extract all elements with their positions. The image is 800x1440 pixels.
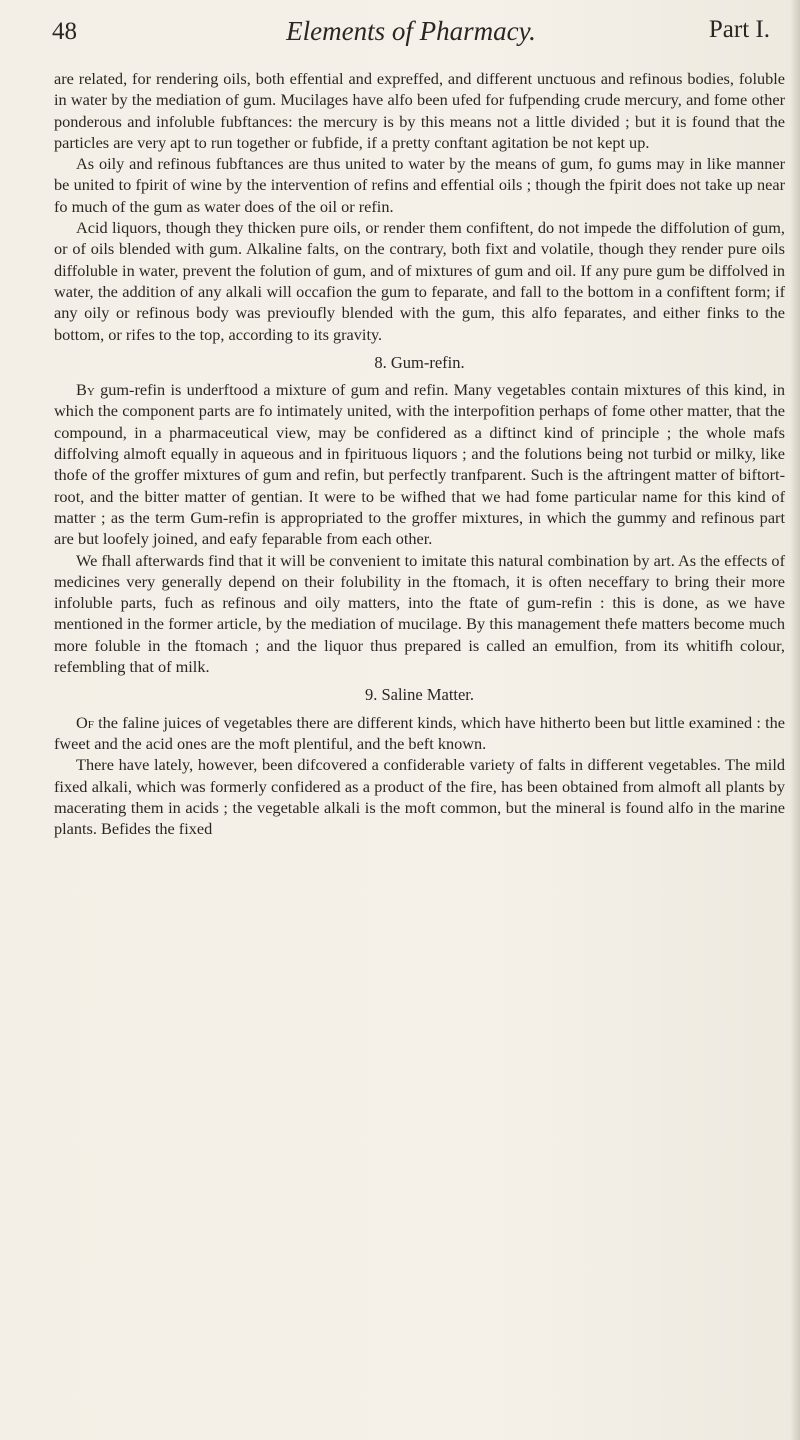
- paragraph: [54, 379, 785, 549]
- paragraph: [54, 712, 785, 755]
- paragraph-body: the faline juices of vegetables there are different kinds, which have hitherto been but little examined : the fweet and the acid ones are the moft plentiful, and the beft known.: [54, 712, 785, 753]
- page-number: 48: [52, 18, 77, 45]
- paragraph: are related, for rendering oils, both effential and expreffed, and different unctuous and refinous bodies, foluble in water by the mediation of gum. Mucilages have alfo been ufed for fufpending crude mercury, and fome other ponderous and infoluble fubftances: the mercury is by this means not a little divided ; but it is found that the particles are very apt to run together or fubfide, if a pretty conftant agitation be not kept up.: [54, 69, 785, 152]
- section-heading-saline-matter: 9. Saline Matter.: [364, 685, 475, 705]
- paragraph-lead: Of: [76, 712, 94, 732]
- paragraph-body: gum-refin is underftood a mixture of gum and refin. Many vegetables contain mixtures of this kind, in which the component parts are fo intimately united, with the interpofition perhaps of fome other matter, that the compound, in a pharmaceutical view, may be confidered as a diftinct kind of principle ; the whole mafs diffolving almoft equally in aqueous and in fpirituous liquors ; and the folutions being not turbid or milky, like thofe of the groffer mixtures of gum and refin, but perfectly tranfparent. Such is the aftringent matter of biftort-root, and the bitter matter of gentian. It were to be wifhed that we had fome particular name for this kind of matter ; as the term Gum-refin is appropriated to the groffer mixtures, in which the gummy and refinous part are but loofely joined, and eafy feparable from each other.: [54, 380, 785, 549]
- running-head: [52, 12, 770, 52]
- page-edge-shadow: [790, 0, 800, 1440]
- body-text: [54, 68, 785, 839]
- section-heading-gum-resin: 8. Gum-refin.: [374, 352, 465, 372]
- running-title: Elements of Pharmacy.: [286, 16, 536, 46]
- paragraph-lead: By: [76, 380, 95, 400]
- paragraph: Acid liquors, though they thicken pure oils, or render them confiftent, do not impede the diffolution of gum, or of oils blended with gum. Alkaline falts, on the contrary, both fixt and volatile, though they render pure oils diffoluble in water, prevent the folution of gum, and of mixtures of gum and oil. If any pure gum be diffolved in water, the addition of any alkali will occafion the gum to feparate, and fall to the bottom in a confiftent form; if any oily or refinous body was previoufly blended with the gum, this alfo feparates, and either finks to the bottom, or rifes to the top, according to its gravity.: [54, 218, 785, 344]
- part-label: Part I.: [708, 16, 770, 43]
- paragraph: As oily and refinous fubftances are thus united to water by the means of gum, fo gums may in like manner be united to fpirit of wine by the intervention of refins and effential oils ; though the fpirit does not take up near fo much of the gum as water does of the oil or refin.: [54, 154, 785, 216]
- paragraph: We fhall afterwards find that it will be convenient to imitate this natural combination by art. As the effects of medicines very generally depend on their folubility in the ftomach, it is often neceffary to bring their more infoluble parts, fuch as refinous and oily matters, into the ftate of gum-refin : this is done, as we have mentioned in the former article, by the mediation of mucilage. By this management thefe matters become much more foluble in the ftomach ; and the liquor thus prepared is called an emulfion, from its whitifh colour, refembling that of milk.: [54, 550, 785, 677]
- paragraph: There have lately, however, been difcovered a confiderable variety of falts in different vegetables. The mild fixed alkali, which was formerly confidered as a product of the fire, has been obtained from almoft all plants by macerating them in acids ; the vegetable alkali is the moft common, but the mineral is found alfo in the marine plants. Befides the fixed: [54, 755, 785, 839]
